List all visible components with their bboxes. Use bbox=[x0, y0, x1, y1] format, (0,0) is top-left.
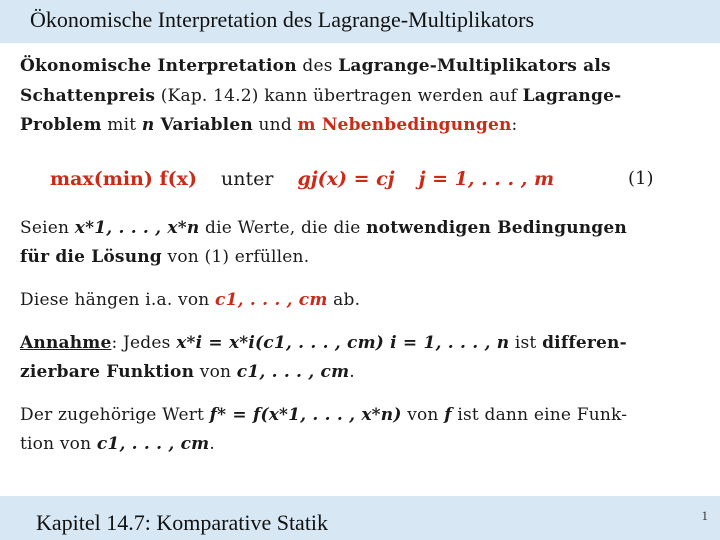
text-fragment: von (1) erfüllen. bbox=[161, 247, 310, 267]
page-number: 1 bbox=[701, 508, 708, 523]
math-fragment: c1, . . . , cm bbox=[215, 290, 328, 310]
math-fragment: x*1, . . . , x*n bbox=[74, 218, 200, 238]
paragraph-annahme-line-2 bbox=[20, 362, 355, 382]
equation-unter: unter bbox=[221, 168, 274, 190]
math-fragment: f bbox=[444, 405, 452, 425]
text-fragment: Seien bbox=[20, 218, 75, 238]
slide-header bbox=[0, 0, 720, 43]
text-fragment: Diese hängen i.a. von bbox=[20, 290, 216, 310]
text-fragment: von bbox=[401, 405, 445, 425]
math-fragment: x*i = x*i(c1, . . . , cm) bbox=[176, 333, 385, 353]
text-fragment: tion von bbox=[20, 434, 97, 454]
math-fragment: n bbox=[141, 115, 155, 135]
slide-footer bbox=[0, 496, 720, 540]
equation-index: j = 1, . . . , m bbox=[418, 168, 555, 190]
text-fragment: für die Lösung bbox=[20, 247, 162, 267]
math-fragment: f* = f(x*1, . . . , x*n) bbox=[209, 405, 402, 425]
paragraph-intro-line-1 bbox=[20, 56, 611, 76]
text-fragment: des bbox=[296, 56, 339, 76]
text-fragment: Annahme bbox=[20, 333, 112, 353]
equation-1 bbox=[50, 168, 554, 190]
text-fragment: . bbox=[349, 362, 355, 382]
text-fragment: Variablen bbox=[154, 115, 253, 135]
text-fragment: und bbox=[252, 115, 298, 135]
text-fragment: differen- bbox=[542, 333, 627, 353]
equation-number: (1) bbox=[628, 168, 654, 189]
text-fragment: ab. bbox=[327, 290, 361, 310]
text-fragment: Lagrange- bbox=[522, 86, 622, 106]
text-fragment: ist dann eine Funk- bbox=[451, 405, 628, 425]
text-fragment: . bbox=[209, 434, 215, 454]
text-fragment: mit bbox=[101, 115, 142, 135]
text-fragment: : bbox=[511, 115, 518, 135]
slide-title: Ökonomische Interpretation des Lagrange-Multiplikators bbox=[30, 7, 535, 32]
equation-constraint: gj(x) = cj bbox=[297, 168, 395, 190]
text-fragment: ist bbox=[509, 333, 543, 353]
paragraph-wert-line-2 bbox=[20, 434, 215, 454]
equation-lhs: max(min) f(x) bbox=[50, 168, 197, 190]
text-fragment: Ökonomische Interpretation bbox=[20, 56, 297, 76]
paragraph-seien-line-1 bbox=[20, 218, 627, 238]
paragraph-annahme-line-1 bbox=[20, 333, 627, 353]
math-fragment: c1, . . . , cm bbox=[236, 362, 350, 382]
paragraph-abhaengigkeit bbox=[20, 290, 360, 310]
text-fragment: zierbare Funktion bbox=[20, 362, 195, 382]
text-fragment: : Jedes bbox=[111, 333, 177, 353]
text-fragment: (Kap. 14.2) kann übertragen werden auf bbox=[155, 86, 523, 106]
text-fragment: Problem bbox=[20, 115, 102, 135]
footer-title: Kapitel 14.7: Komparative Statik bbox=[36, 510, 329, 535]
paragraph-intro-line-3 bbox=[20, 115, 517, 135]
math-fragment: c1, . . . , cm bbox=[96, 434, 210, 454]
paragraph-wert-line-1 bbox=[20, 405, 627, 425]
math-fragment: i = 1, . . . , n bbox=[384, 333, 510, 353]
text-fragment: notwendigen Bedingungen bbox=[366, 218, 627, 238]
text-fragment: Lagrange-Multiplikators als bbox=[338, 56, 611, 76]
text-fragment: von bbox=[194, 362, 237, 382]
text-fragment: die Werte, die die bbox=[199, 218, 367, 238]
text-fragment: Der zugehörige Wert bbox=[20, 405, 210, 425]
paragraph-intro-line-2 bbox=[20, 86, 621, 106]
text-fragment: m Nebenbedingungen bbox=[297, 115, 512, 135]
paragraph-seien-line-2 bbox=[20, 247, 309, 267]
text-fragment: Schattenpreis bbox=[20, 86, 156, 106]
